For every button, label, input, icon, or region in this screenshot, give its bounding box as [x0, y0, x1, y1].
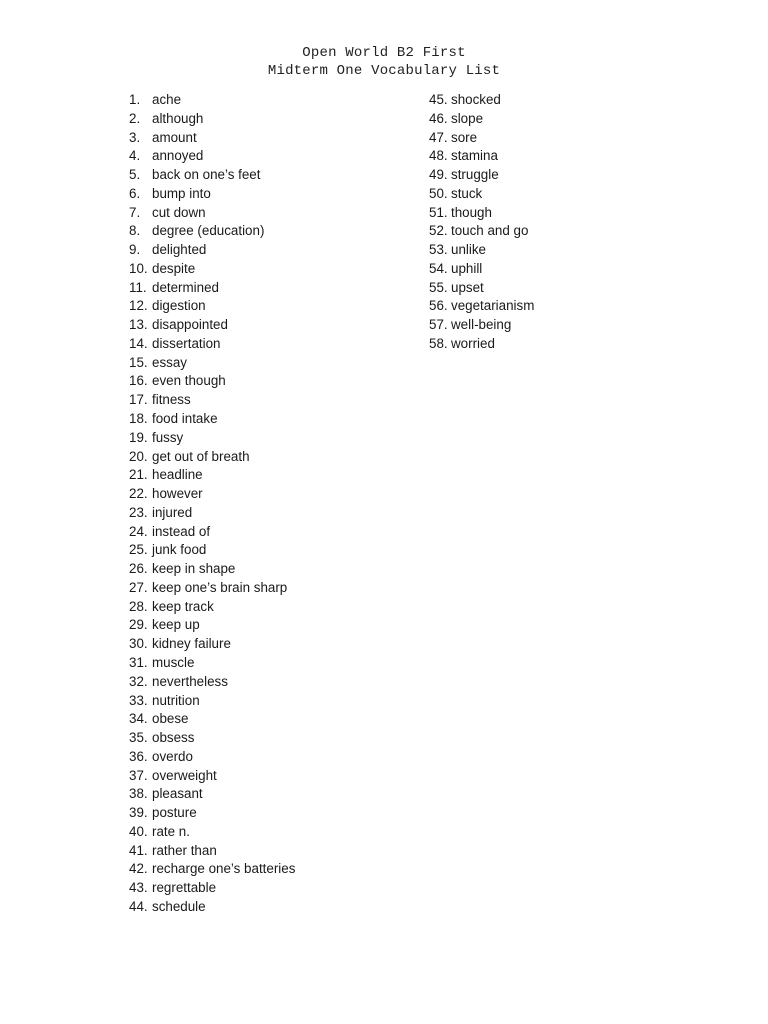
item-number: 12. [129, 298, 148, 314]
item-number: 22. [129, 486, 148, 502]
item-number: 33. [129, 692, 148, 708]
vocabulary-word: despite [152, 260, 196, 276]
vocabulary-word: keep up [152, 617, 200, 633]
item-number: 36. [129, 748, 148, 764]
vocabulary-item [129, 898, 419, 917]
item-number: 45. [429, 92, 448, 107]
item-number: 47. [429, 129, 448, 145]
item-number: 49. [429, 167, 448, 183]
item-number: 56. [429, 298, 448, 314]
vocabulary-word: back on one’s feet [152, 167, 261, 183]
vocabulary-item [429, 185, 729, 204]
vocabulary-word: shocked [451, 92, 501, 107]
vocabulary-item [429, 147, 729, 166]
vocabulary-word: fussy [152, 429, 184, 445]
item-number: 4. [129, 148, 141, 164]
item-number: 50. [429, 185, 448, 201]
vocabulary-word: posture [152, 805, 197, 821]
vocabulary-item [429, 335, 729, 354]
vocabulary-word: fitness [152, 392, 191, 408]
vocabulary-word: disappointed [152, 317, 228, 333]
vocabulary-word: delighted [152, 242, 207, 258]
vocabulary-word: worried [451, 335, 495, 351]
vocabulary-item [429, 279, 729, 298]
vocabulary-item [129, 616, 419, 635]
vocabulary-word: determined [152, 279, 219, 295]
item-number: 57. [429, 317, 448, 333]
item-number: 53. [429, 242, 448, 258]
item-number: 21. [129, 467, 148, 483]
vocabulary-word: degree (education) [152, 223, 265, 239]
vocabulary-item [429, 204, 729, 223]
vocabulary-item [129, 673, 419, 692]
vocabulary-word: nevertheless [152, 673, 228, 689]
item-number: 16. [129, 373, 148, 389]
vocabulary-word: headline [152, 467, 203, 483]
vocabulary-item [129, 541, 419, 560]
vocabulary-item [129, 354, 419, 373]
vocabulary-word: food intake [152, 411, 218, 427]
vocabulary-word: uphill [451, 260, 483, 276]
item-number: 20. [129, 448, 148, 464]
vocabulary-word: junk food [152, 542, 207, 558]
vocabulary-item [129, 823, 419, 842]
vocabulary-item [129, 879, 419, 898]
vocabulary-item [429, 260, 729, 279]
vocabulary-item [129, 860, 419, 879]
vocabulary-word: overweight [152, 767, 217, 783]
item-number: 41. [129, 842, 148, 858]
item-number: 24. [129, 523, 148, 539]
vocabulary-item [129, 466, 419, 485]
item-number: 3. [129, 129, 141, 145]
vocabulary-item [129, 429, 419, 448]
vocabulary-item [129, 297, 419, 316]
vocabulary-item [129, 485, 419, 504]
item-number: 52. [429, 223, 448, 239]
vocabulary-item [129, 166, 419, 185]
vocabulary-item [129, 222, 419, 241]
vocabulary-item [429, 316, 729, 335]
vocabulary-item [129, 391, 419, 410]
item-number: 27. [129, 579, 148, 595]
vocabulary-word: slope [451, 110, 484, 126]
vocabulary-word: ache [152, 92, 182, 107]
item-number: 46. [429, 110, 448, 126]
vocabulary-word: bump into [152, 185, 211, 201]
vocabulary-word: nutrition [152, 692, 200, 708]
vocabulary-word: keep track [152, 598, 214, 614]
vocabulary-item [129, 335, 419, 354]
vocabulary-item [429, 241, 729, 260]
vocabulary-item [129, 635, 419, 654]
item-number: 17. [129, 392, 148, 408]
vocabulary-item [129, 710, 419, 729]
item-number: 37. [129, 767, 148, 783]
vocabulary-word: even though [152, 373, 226, 389]
item-number: 29. [129, 617, 148, 633]
vocabulary-word: keep in shape [152, 561, 236, 577]
vocabulary-word: regrettable [152, 880, 217, 896]
vocabulary-word: essay [152, 354, 187, 370]
vocabulary-word: muscle [152, 654, 195, 670]
item-number: 35. [129, 730, 148, 746]
vocabulary-word: annoyed [152, 148, 204, 164]
vocabulary-item [129, 804, 419, 823]
vocabulary-item [129, 504, 419, 523]
vocabulary-item [129, 579, 419, 598]
vocabulary-item [429, 91, 729, 110]
vocabulary-word: stamina [451, 148, 498, 164]
item-number: 23. [129, 504, 148, 520]
item-number: 25. [129, 542, 148, 558]
item-number: 26. [129, 561, 148, 577]
item-number: 31. [129, 654, 148, 670]
item-number: 34. [129, 711, 148, 727]
item-number: 13. [129, 317, 148, 333]
vocabulary-item [129, 692, 419, 711]
vocabulary-item [129, 147, 419, 166]
vocabulary-word: sore [451, 129, 478, 145]
vocabulary-item [129, 91, 419, 110]
vocabulary-item [429, 166, 729, 185]
vocabulary-item [129, 279, 419, 298]
item-number: 8. [129, 223, 141, 239]
item-number: 43. [129, 880, 148, 896]
item-number: 19. [129, 429, 148, 445]
vocabulary-item [129, 204, 419, 223]
vocabulary-item [429, 297, 729, 316]
item-number: 9. [129, 242, 141, 258]
vocabulary-word: kidney failure [152, 636, 231, 652]
item-number: 7. [129, 204, 141, 220]
vocabulary-word: recharge one’s batteries [152, 861, 296, 877]
vocabulary-word: keep one’s brain sharp [152, 579, 288, 595]
item-number: 5. [129, 167, 141, 183]
item-number: 32. [129, 673, 148, 689]
item-number: 2. [129, 110, 141, 126]
vocabulary-word: touch and go [451, 223, 529, 239]
item-number: 54. [429, 260, 448, 276]
vocabulary-item [129, 767, 419, 786]
vocabulary-item [129, 654, 419, 673]
vocabulary-word: although [152, 110, 204, 126]
vocabulary-word: obese [152, 711, 189, 727]
document-title [0, 44, 768, 80]
vocabulary-word: well-being [451, 317, 512, 333]
vocabulary-word: rate n. [152, 823, 190, 839]
vocabulary-word: unlike [451, 242, 486, 258]
vocabulary-word: upset [451, 279, 484, 295]
item-number: 11. [129, 279, 147, 295]
item-number: 55. [429, 279, 448, 295]
item-number: 1. [129, 92, 141, 107]
vocabulary-word: overdo [152, 748, 193, 764]
vocabulary-word: vegetarianism [451, 298, 535, 314]
vocabulary-word: however [152, 486, 203, 502]
vocabulary-item [129, 410, 419, 429]
item-number: 58. [429, 335, 448, 351]
vocabulary-word: schedule [152, 898, 206, 914]
item-number: 48. [429, 148, 448, 164]
item-number: 51. [429, 204, 448, 220]
item-number: 14. [129, 335, 148, 351]
vocabulary-column-right [429, 91, 729, 354]
vocabulary-word: instead of [152, 523, 211, 539]
vocabulary-item [129, 842, 419, 861]
item-number: 18. [129, 411, 148, 427]
item-number: 42. [129, 861, 148, 877]
vocabulary-item [129, 260, 419, 279]
vocabulary-item [429, 129, 729, 148]
title-line-list-name: Midterm One Vocabulary List [267, 63, 501, 79]
vocabulary-word: rather than [152, 842, 217, 858]
vocabulary-column-left [129, 91, 419, 917]
vocabulary-word: stuck [451, 185, 483, 201]
vocabulary-item [129, 748, 419, 767]
vocabulary-item [129, 129, 419, 148]
item-number: 40. [129, 823, 148, 839]
vocabulary-word: though [451, 204, 492, 220]
vocabulary-word: dissertation [152, 335, 221, 351]
item-number: 39. [129, 805, 148, 821]
vocabulary-word: get out of breath [152, 448, 250, 464]
item-number: 44. [129, 898, 148, 914]
vocabulary-word: digestion [152, 298, 206, 314]
item-number: 28. [129, 598, 148, 614]
vocabulary-item [129, 185, 419, 204]
vocabulary-item [129, 316, 419, 335]
vocabulary-word: obsess [152, 730, 195, 746]
vocabulary-item [129, 523, 419, 542]
vocabulary-item [129, 448, 419, 467]
vocabulary-item [129, 372, 419, 391]
vocabulary-word: amount [152, 129, 197, 145]
vocabulary-item [129, 598, 419, 617]
vocabulary-item [129, 729, 419, 748]
item-number: 6. [129, 185, 141, 201]
item-number: 30. [129, 636, 148, 652]
vocabulary-word: injured [152, 504, 193, 520]
item-number: 10. [129, 260, 148, 276]
vocabulary-item [129, 110, 419, 129]
vocabulary-word: cut down [152, 204, 206, 220]
vocabulary-item [129, 785, 419, 804]
vocabulary-word: pleasant [152, 786, 203, 802]
vocabulary-item [429, 222, 729, 241]
vocabulary-item [429, 110, 729, 129]
item-number: 15. [129, 354, 148, 370]
title-line-course: Open World B2 First [302, 45, 466, 61]
vocabulary-item [129, 560, 419, 579]
vocabulary-item [129, 241, 419, 260]
item-number: 38. [129, 786, 148, 802]
vocabulary-word: struggle [451, 167, 499, 183]
